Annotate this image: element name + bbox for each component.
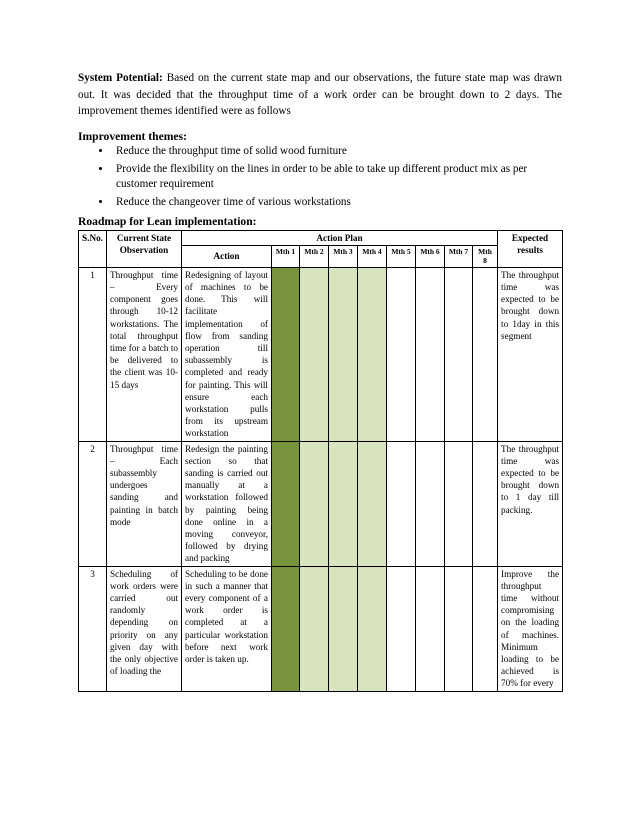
month-header: Mth 2 bbox=[300, 245, 329, 267]
expected-cell: Improve the throughput time without compromising on the loading of machines. Minimum loading to be achieved is 70% for every bbox=[498, 566, 563, 691]
month-cell bbox=[300, 441, 329, 566]
list-item: • Provide the flexibility on the lines in order to be able to take up different product mix as per customer requirement bbox=[112, 162, 562, 192]
month-cell bbox=[416, 267, 445, 441]
month-cell bbox=[445, 566, 473, 691]
expected-cell: The throughput time was expected to be brought down to 1day in this segment bbox=[498, 267, 563, 441]
month-cell bbox=[272, 441, 300, 566]
sno-cell: 2 bbox=[79, 441, 107, 566]
observation-cell: Throughput time – Every component goes through 10-12 workstations. The total throughput time for a batch to be delivered to the client was 10-15 days bbox=[107, 267, 182, 441]
observation-cell: Scheduling of work orders were carried out randomly depending on priority on any given day with the only objective of loading the bbox=[107, 566, 182, 691]
expected-header: Expected results bbox=[498, 230, 563, 267]
observation-header: Current State Observation bbox=[107, 230, 182, 267]
month-cell bbox=[473, 441, 498, 566]
month-cell bbox=[300, 267, 329, 441]
month-cell bbox=[387, 441, 416, 566]
observation-cell: Throughput time – Each subassembly undergoes sanding and painting in batch mode bbox=[107, 441, 182, 566]
month-cell bbox=[445, 267, 473, 441]
month-cell bbox=[387, 566, 416, 691]
month-cell bbox=[272, 267, 300, 441]
system-potential-label: System Potential: bbox=[78, 72, 163, 84]
month-cell bbox=[416, 566, 445, 691]
month-header: Mth 1 bbox=[272, 245, 300, 267]
roadmap-heading: Roadmap for Lean implementation: bbox=[78, 214, 257, 228]
table-header-row bbox=[79, 230, 563, 245]
month-cell bbox=[329, 441, 358, 566]
month-cell bbox=[329, 267, 358, 441]
sno-cell: 3 bbox=[79, 566, 107, 691]
month-cell bbox=[473, 267, 498, 441]
month-cell bbox=[387, 267, 416, 441]
month-cell bbox=[358, 441, 387, 566]
system-potential-paragraph bbox=[78, 70, 562, 120]
month-header: Mth 3 bbox=[329, 245, 358, 267]
list-item: • Reduce the changeover time of various workstations bbox=[112, 195, 562, 210]
action-cell: Scheduling to be done in such a manner that every component of a work order is completed at a particular workstation before next work order is taken up. bbox=[182, 566, 272, 691]
month-cell bbox=[473, 566, 498, 691]
sno-cell: 1 bbox=[79, 267, 107, 441]
month-cell bbox=[358, 566, 387, 691]
expected-cell: The throughput time was expected to be brought down to 1 day till packing. bbox=[498, 441, 563, 566]
month-cell bbox=[445, 441, 473, 566]
action-header: Action bbox=[182, 245, 272, 267]
document-page bbox=[78, 70, 562, 692]
table-row bbox=[79, 267, 563, 441]
month-header: Mth 6 bbox=[416, 245, 445, 267]
action-cell: Redesigning of layout of machines to be done. This will facilitate implementation of flow from sanding operation till subassembly is completed and ready for painting. This will ensure each workstation pulls from its upstream workstation bbox=[182, 267, 272, 441]
month-header: Mth 5 bbox=[387, 245, 416, 267]
table-row bbox=[79, 566, 563, 691]
system-potential-text: Based on the current state map and our observations, the future state map was drawn out. It was decided that the throughput time of a work order can be brought down to 2 days. The improvement themes identified were as follows bbox=[78, 72, 562, 117]
action-plan-header: Action Plan bbox=[182, 230, 498, 245]
sno-header: S.No. bbox=[79, 230, 107, 267]
month-cell bbox=[272, 566, 300, 691]
action-cell: Redesign the painting section so that sanding is carried out manually at a workstation followed by painting being done online in a moving conveyor, followed by drying and packing bbox=[182, 441, 272, 566]
roadmap-table bbox=[78, 230, 563, 692]
month-cell bbox=[358, 267, 387, 441]
improvement-themes-heading: Improvement themes: bbox=[78, 129, 187, 143]
month-header: Mth 7 bbox=[445, 245, 473, 267]
table-row bbox=[79, 441, 563, 566]
month-cell bbox=[329, 566, 358, 691]
month-cell bbox=[416, 441, 445, 566]
improvement-themes-list bbox=[78, 144, 562, 210]
month-header: Mth 4 bbox=[358, 245, 387, 267]
month-header: Mth 8 bbox=[473, 245, 498, 267]
month-cell bbox=[300, 566, 329, 691]
list-item: • Reduce the throughput time of solid wood furniture bbox=[112, 144, 562, 159]
